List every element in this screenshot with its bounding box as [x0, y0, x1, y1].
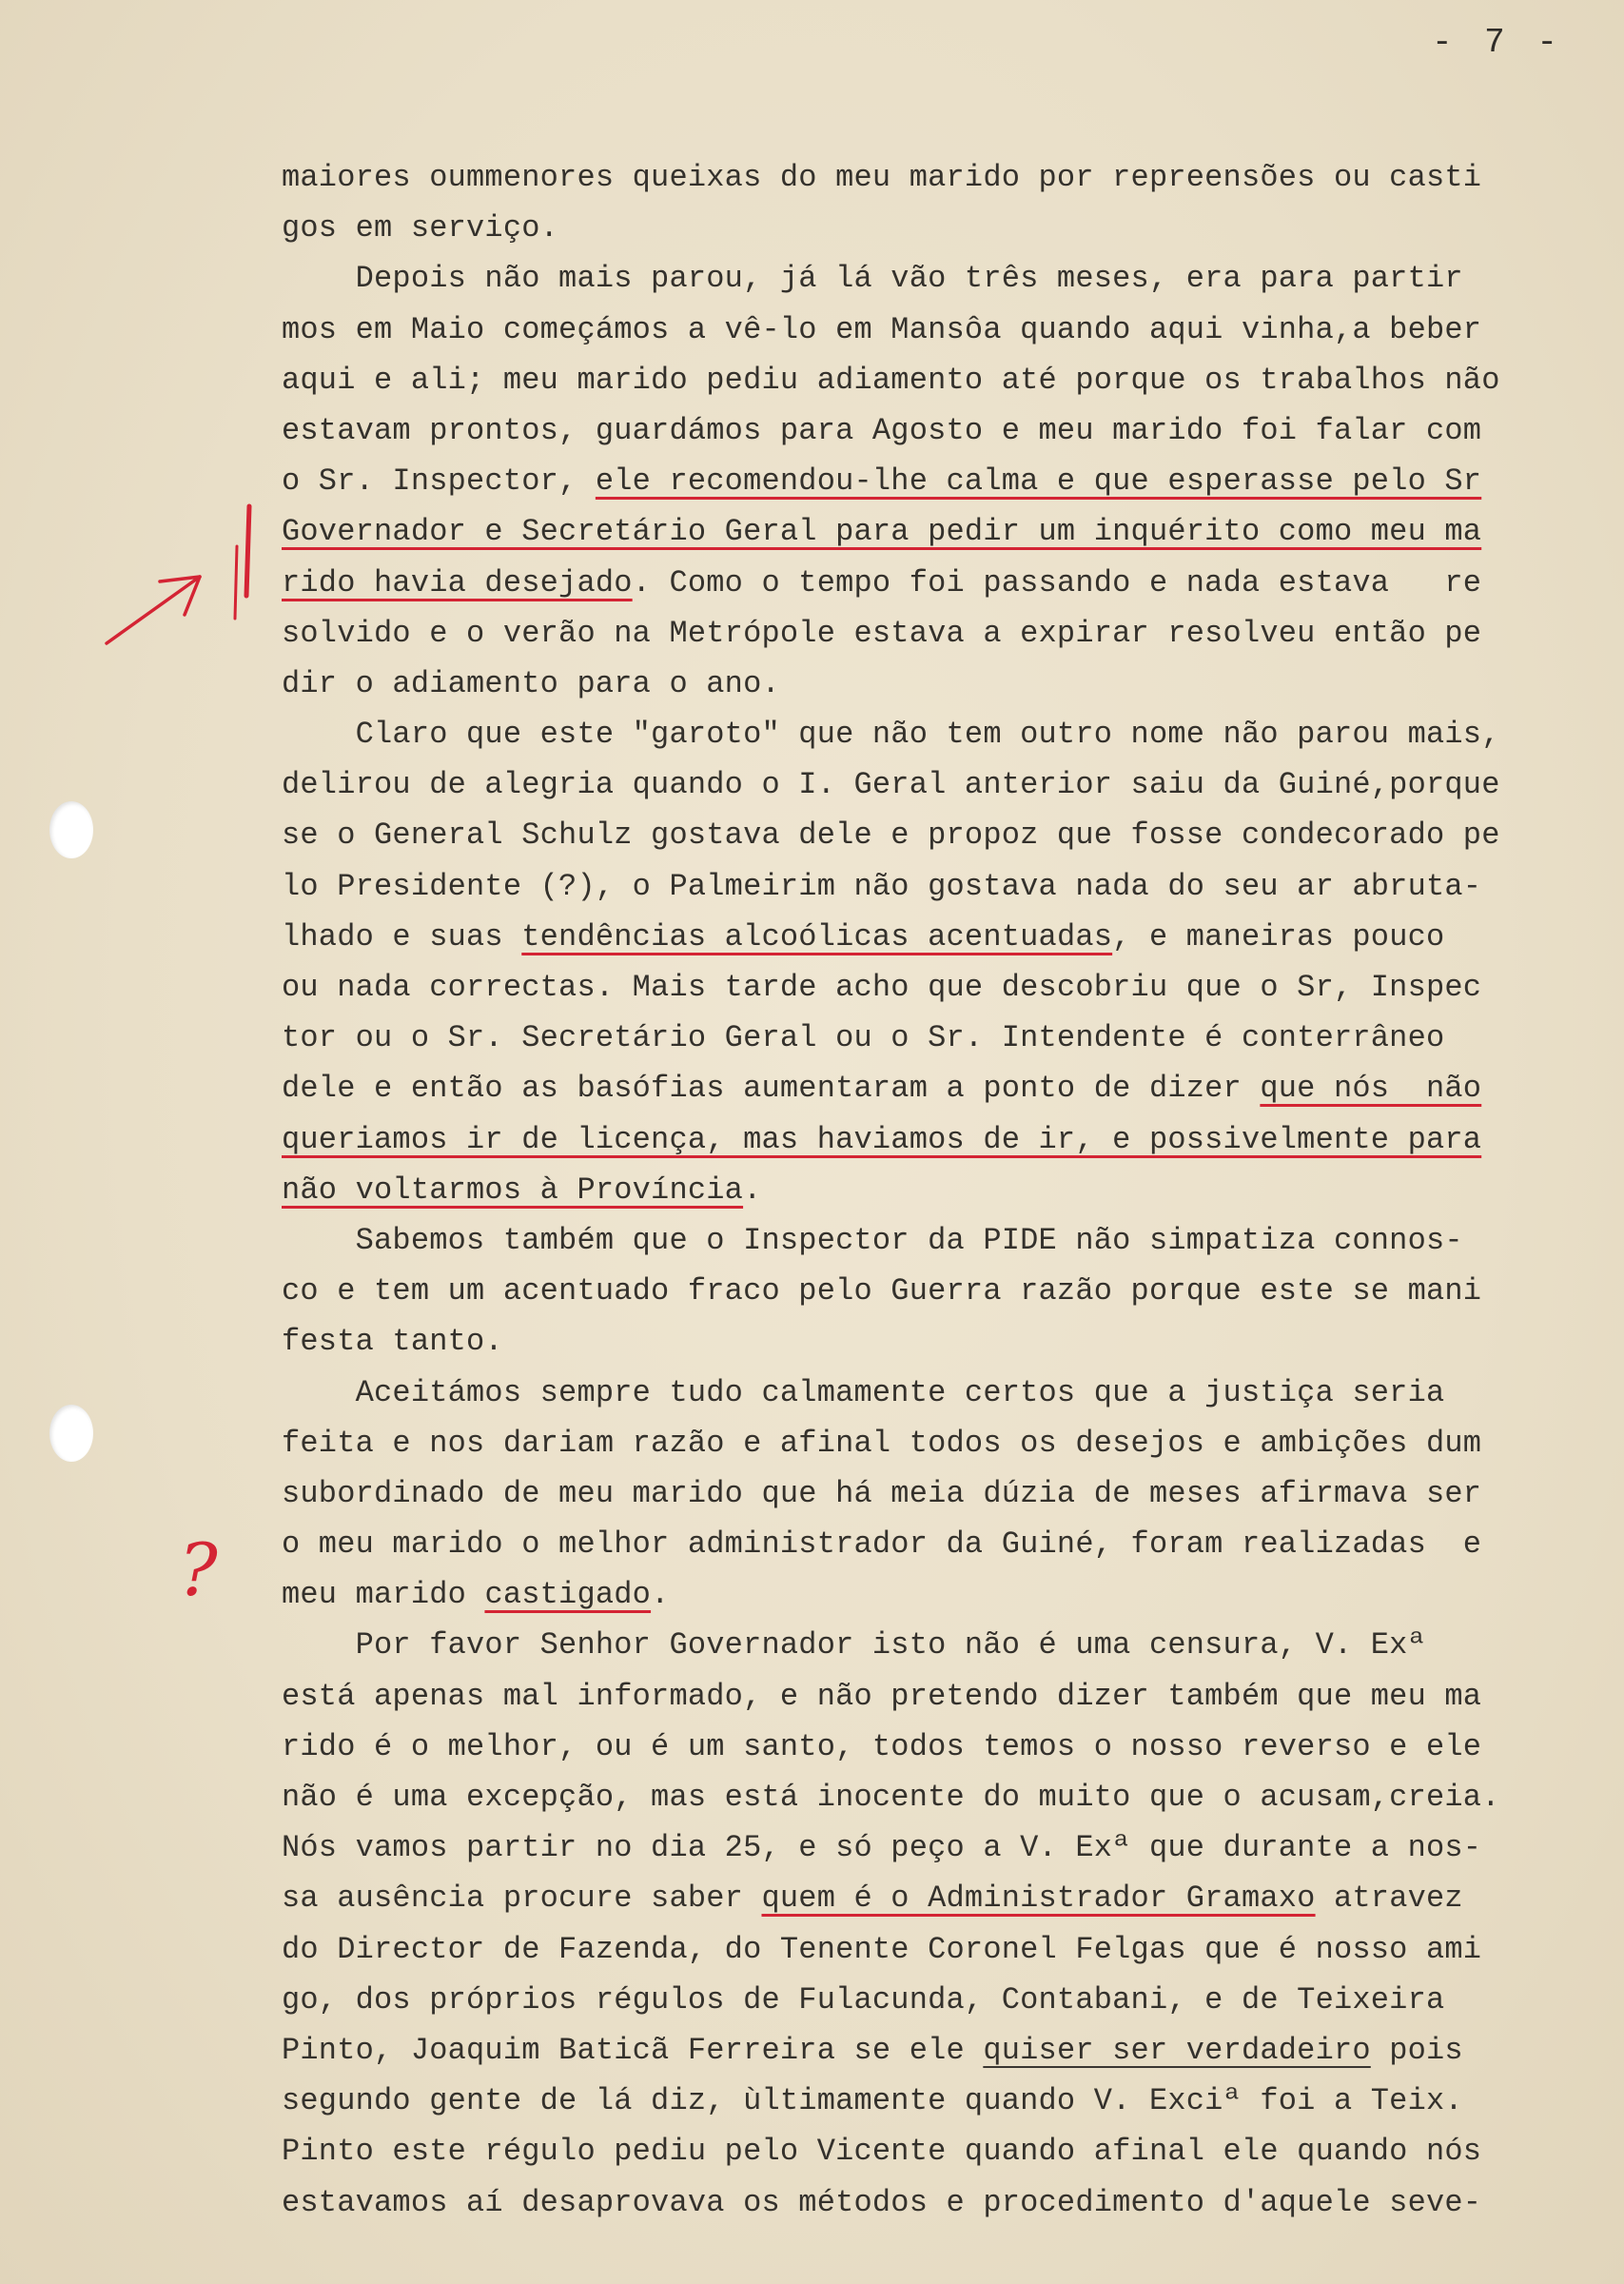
text-segment: se o General Schulz gostava dele e propoz que fosse condecorado pe — [282, 817, 1500, 854]
text-line — [282, 1266, 1518, 1316]
text-line — [282, 1114, 1518, 1165]
text-line — [282, 759, 1518, 810]
text-segment: Pinto este régulo pediu pelo Vicente quando afinal ele quando nós — [282, 2134, 1482, 2170]
text-line — [282, 1772, 1518, 1822]
text-line — [282, 659, 1518, 709]
text-line — [282, 1671, 1518, 1722]
text-segment: . Como o tempo foi passando e nada estava re — [632, 564, 1482, 601]
text-line — [282, 1063, 1518, 1113]
text-line — [282, 1569, 1518, 1620]
text-line — [282, 2126, 1518, 2176]
text-line — [282, 962, 1518, 1013]
text-segment: mos em Maio começámos a vê-lo em Mansôa quando aqui vinha,a beber — [282, 311, 1482, 347]
text-line — [282, 608, 1518, 659]
text-segment: não voltarmos à Província — [282, 1172, 744, 1208]
text-line — [282, 558, 1518, 608]
text-segment: lo Presidente (?), o Palmeirim não gostava nada do seu ar abruta- — [282, 868, 1482, 904]
text-segment: queriamos ir de licença, mas haviamos de ir, e possivelmente para — [282, 1121, 1482, 1157]
text-segment: Pinto, Joaquim Baticã Ferreira se ele — [282, 2032, 984, 2068]
text-line — [282, 152, 1518, 203]
text-segment: quem é o Administrador Gramaxo — [761, 1880, 1316, 1917]
text-segment: tendências alcoólicas acentuadas — [521, 918, 1113, 955]
text-segment: ele recomendou-lhe calma e que esperasse pelo Sr — [595, 463, 1482, 500]
text-line — [282, 861, 1518, 912]
text-segment: que nós não — [1260, 1071, 1482, 1107]
question-mark: ? — [179, 1527, 218, 1612]
text-segment: aqui e ali; meu marido pediu adiamento até porque os trabalhos não — [282, 362, 1500, 398]
text-line — [282, 456, 1518, 506]
text-segment: Governador e Secretário Geral para pedir um inquérito como meu ma — [282, 514, 1482, 550]
text-segment: rido havia desejado — [282, 564, 633, 601]
text-segment: rido é o melhor, ou é um santo, todos temos o nosso reverso e ele — [282, 1728, 1482, 1764]
text-line — [282, 203, 1518, 253]
text-segment: não é uma excepção, mas está inocente do muito que o acusam,creia. — [282, 1780, 1500, 1815]
text-line — [282, 506, 1518, 557]
vertical-bar-mark — [235, 506, 249, 619]
text-line — [282, 1822, 1518, 1873]
text-segment: Nós vamos partir no dia 25, e só peço a V. Exª que durante a nos- — [282, 1830, 1482, 1866]
text-line — [282, 1924, 1518, 1975]
text-line — [282, 1013, 1518, 1063]
text-segment: do Director de Fazenda, do Tenente Coronel Felgas que é nosso ami — [282, 1931, 1482, 1967]
text-segment: festa tanto. — [282, 1324, 503, 1360]
text-segment: Claro que este "garoto" que não tem outro nome não parou mais, — [282, 717, 1500, 753]
text-segment: o meu marido o melhor administrador da Guiné, foram realizadas e — [282, 1526, 1482, 1563]
text-segment: tor ou o Sr. Secretário Geral ou o Sr. Intendente é conterrâneo — [282, 1020, 1445, 1056]
text-line — [282, 1975, 1518, 2025]
text-segment: , e maneiras pouco — [1112, 918, 1445, 955]
text-line — [282, 2177, 1518, 2228]
text-segment: lhado e suas — [282, 918, 522, 955]
page-number: - 7 - — [1431, 23, 1563, 62]
text-segment: . — [651, 1577, 670, 1613]
text-segment: dele e então as basófias aumentaram a ponto de dizer — [282, 1071, 1261, 1107]
text-line — [282, 2025, 1518, 2076]
text-segment: feita e nos dariam razão e afinal todos os desejos e ambições dum — [282, 1425, 1482, 1461]
text-line — [282, 1215, 1518, 1266]
text-line — [282, 1519, 1518, 1569]
arrow-icon — [107, 577, 200, 643]
text-segment: estavam prontos, guardámos para Agosto e meu marido foi falar com — [282, 412, 1482, 448]
text-segment: estavamos aí desaprovava os métodos e procedimento d'aquele seve- — [282, 2184, 1482, 2220]
text-line — [282, 1418, 1518, 1468]
text-segment: quiser ser verdadeiro — [983, 2032, 1371, 2068]
text-segment: subordinado de meu marido que há meia dúzia de meses afirmava ser — [282, 1475, 1482, 1511]
text-line — [282, 1873, 1518, 1923]
text-line — [282, 1316, 1518, 1367]
text-line — [282, 912, 1518, 962]
text-segment: dir o adiamento para o ano. — [282, 665, 780, 701]
text-line — [282, 305, 1518, 355]
text-line — [282, 405, 1518, 456]
text-segment: Depois não mais parou, já lá vão três meses, era para partir — [282, 261, 1463, 297]
text-segment: segundo gente de lá diz, ùltimamente quando V. Exciª foi a Teix. — [282, 2083, 1463, 2119]
text-line — [282, 253, 1518, 304]
text-line — [282, 1368, 1518, 1418]
text-line — [282, 1468, 1518, 1519]
text-segment: sa ausência procure saber — [282, 1880, 762, 1917]
text-segment: castigado — [484, 1577, 652, 1613]
text-segment: Por favor Senhor Governador isto não é uma censura, V. Exª — [282, 1627, 1426, 1664]
text-segment: maiores oummenores queixas do meu marido por repreensões ou casti — [282, 160, 1482, 195]
text-segment: solvido e o verão na Metrópole estava a expirar resolveu então pe — [282, 615, 1482, 651]
text-segment: meu marido — [282, 1577, 485, 1613]
text-segment: o Sr. Inspector, — [282, 463, 596, 500]
text-segment: Aceitámos sempre tudo calmamente certos que a justiça seria — [282, 1374, 1445, 1410]
text-line — [282, 2076, 1518, 2126]
text-segment: pois — [1370, 2032, 1463, 2068]
text-segment: atravez — [1315, 1880, 1463, 1917]
text-segment: go, dos próprios régulos de Fulacunda, Contabani, e de Teixeira — [282, 1981, 1445, 2018]
text-segment: está apenas mal informado, e não pretendo dizer também que meu ma — [282, 1678, 1482, 1714]
text-segment: delirou de alegria quando o I. Geral anterior saiu da Guiné,porque — [282, 767, 1500, 803]
letter-body — [282, 152, 1518, 2228]
text-segment: . — [743, 1172, 762, 1208]
text-line — [282, 709, 1518, 759]
text-line — [282, 1165, 1518, 1215]
text-segment: gos em serviço. — [282, 210, 559, 246]
text-segment: co e tem um acentuado fraco pelo Guerra razão porque este se mani — [282, 1273, 1482, 1309]
text-line — [282, 1620, 1518, 1670]
text-line — [282, 355, 1518, 405]
text-segment: ou nada correctas. Mais tarde acho que descobriu que o Sr, Inspec — [282, 970, 1482, 1005]
text-line — [282, 1722, 1518, 1772]
text-segment: Sabemos também que o Inspector da PIDE não simpatiza connos- — [282, 1222, 1463, 1258]
text-line — [282, 810, 1518, 860]
